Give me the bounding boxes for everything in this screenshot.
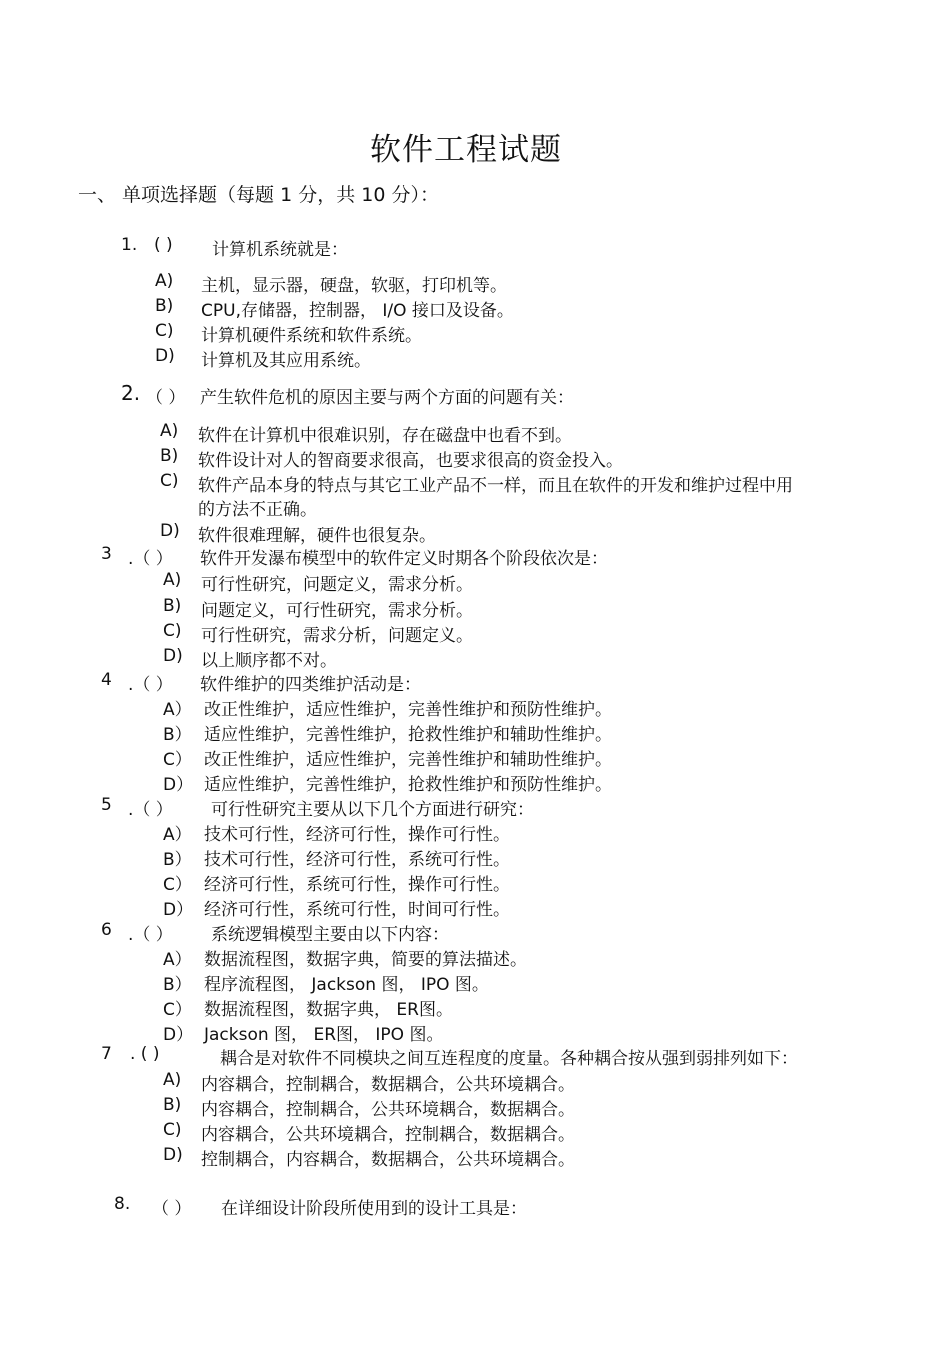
- question-number: 8.: [114, 1194, 131, 1214]
- question-text: 产生软件危机的原因主要与两个方面的问题有关：: [200, 388, 574, 408]
- option-text: 问题定义，可行性研究，需求分析。: [201, 601, 473, 621]
- option-text: 适应性维护，完善性维护，抢救性维护和辅助性维护。: [204, 725, 612, 745]
- question-text: 计算机系统就是：: [212, 240, 348, 260]
- option-text: 主机，显示器，硬盘，软驱，打印机等。: [201, 276, 507, 296]
- option-label: D）: [163, 900, 194, 920]
- option-text: 软件产品本身的特点与其它工业产品不一样，而且在软件的开发和维护过程中用: [198, 476, 793, 496]
- option-label: C): [155, 321, 174, 341]
- option-text: 经济可行性，系统可行性，操作可行性。: [204, 875, 510, 895]
- option-label: D）: [163, 775, 194, 795]
- option-label: D）: [163, 1025, 194, 1045]
- option-label: C）: [163, 750, 192, 770]
- option-label: D): [163, 646, 183, 666]
- question-number: 5: [101, 795, 112, 815]
- question-paren: （ ）: [146, 388, 186, 408]
- question-text: 软件开发瀑布模型中的软件定义时期各个阶段依次是：: [200, 549, 608, 569]
- option-text: 内容耦合，控制耦合，数据耦合，公共环境耦合。: [201, 1075, 575, 1095]
- option-label: A): [163, 1070, 182, 1090]
- option-text: 控制耦合，内容耦合，数据耦合，公共环境耦合。: [201, 1150, 575, 1170]
- option-text: 计算机硬件系统和软件系统。: [201, 326, 422, 346]
- option-text: 数据流程图，数据字典， ER图。: [204, 1000, 453, 1020]
- page-title: 软件工程试题: [370, 132, 562, 168]
- option-text: 内容耦合，公共环境耦合，控制耦合，数据耦合。: [201, 1125, 575, 1145]
- question-paren: . ( ): [130, 1044, 160, 1064]
- question-number: 6: [101, 920, 112, 940]
- option-label: D): [163, 1145, 183, 1165]
- question-paren: .（ ）: [128, 675, 173, 695]
- option-text: 可行性研究，需求分析，问题定义。: [201, 626, 473, 646]
- option-text: 经济可行性，系统可行性，时间可行性。: [204, 900, 510, 920]
- option-text: 适应性维护，完善性维护，抢救性维护和预防性维护。: [204, 775, 612, 795]
- question-number: 7: [101, 1044, 112, 1064]
- question-number: 3: [101, 544, 112, 564]
- option-text: 改正性维护，适应性维护，完善性维护和预防性维护。: [204, 700, 612, 720]
- option-text: 以上顺序都不对。: [201, 651, 337, 671]
- option-label: B): [163, 596, 182, 616]
- option-text: 技术可行性，经济可行性，系统可行性。: [204, 850, 510, 870]
- question-text: 软件维护的四类维护活动是：: [200, 675, 421, 695]
- question-text: 耦合是对软件不同模块之间互连程度的度量。各种耦合按从强到弱排列如下：: [220, 1049, 798, 1069]
- option-label: C): [163, 621, 182, 641]
- question-paren: .（ ）: [128, 549, 173, 569]
- question-paren: .（ ）: [128, 925, 173, 945]
- option-label: A）: [163, 825, 192, 845]
- question-number: 2.: [121, 381, 141, 405]
- option-text: 技术可行性，经济可行性，操作可行性。: [204, 825, 510, 845]
- question-paren: ( ): [154, 235, 173, 255]
- option-text: 程序流程图， Jackson 图， IPO 图。: [204, 975, 489, 995]
- option-label: B): [160, 446, 179, 466]
- option-label: B）: [163, 975, 192, 995]
- question-number: 4: [101, 670, 112, 690]
- question-number: 1.: [121, 235, 138, 255]
- section-heading: 一、 单项选择题（每题 1 分，共 10 分）：: [78, 184, 439, 206]
- question-paren: （ ）: [152, 1199, 192, 1219]
- option-text: 软件设计对人的智商要求很高，也要求很高的资金投入。: [198, 451, 623, 471]
- option-label: C）: [163, 875, 192, 895]
- option-label: A）: [163, 700, 192, 720]
- option-text: 可行性研究，问题定义，需求分析。: [201, 575, 473, 595]
- option-text: Jackson 图， ER图， IPO 图。: [204, 1025, 444, 1045]
- option-label: C): [160, 471, 179, 491]
- option-label: D): [155, 346, 175, 366]
- option-text: 软件很难理解，硬件也很复杂。: [198, 526, 436, 546]
- option-label: A): [163, 570, 182, 590]
- question-text: 在详细设计阶段所使用到的设计工具是：: [221, 1199, 527, 1219]
- question-text: 可行性研究主要从以下几个方面进行研究：: [211, 800, 534, 820]
- question-paren: .（ ）: [128, 800, 173, 820]
- option-label: B）: [163, 850, 192, 870]
- option-text-continued: 的方法不正确。: [198, 500, 317, 520]
- question-text: 系统逻辑模型主要由以下内容：: [211, 925, 449, 945]
- option-text: 软件在计算机中很难识别，存在磁盘中也看不到。: [198, 426, 572, 446]
- option-label: D): [160, 521, 180, 541]
- option-label: C）: [163, 1000, 192, 1020]
- option-text: 改正性维护，适应性维护，完善性维护和辅助性维护。: [204, 750, 612, 770]
- option-text: 数据流程图，数据字典，简要的算法描述。: [204, 950, 527, 970]
- option-label: C): [163, 1120, 182, 1140]
- option-label: B）: [163, 725, 192, 745]
- option-text: 计算机及其应用系统。: [201, 351, 371, 371]
- option-text: 内容耦合，控制耦合，公共环境耦合，数据耦合。: [201, 1100, 575, 1120]
- option-label: B): [155, 296, 174, 316]
- option-label: A）: [163, 950, 192, 970]
- option-label: A): [160, 421, 179, 441]
- option-label: B): [163, 1095, 182, 1115]
- option-label: A): [155, 271, 174, 291]
- option-text: CPU,存储器，控制器， I/O 接口及设备。: [201, 301, 514, 321]
